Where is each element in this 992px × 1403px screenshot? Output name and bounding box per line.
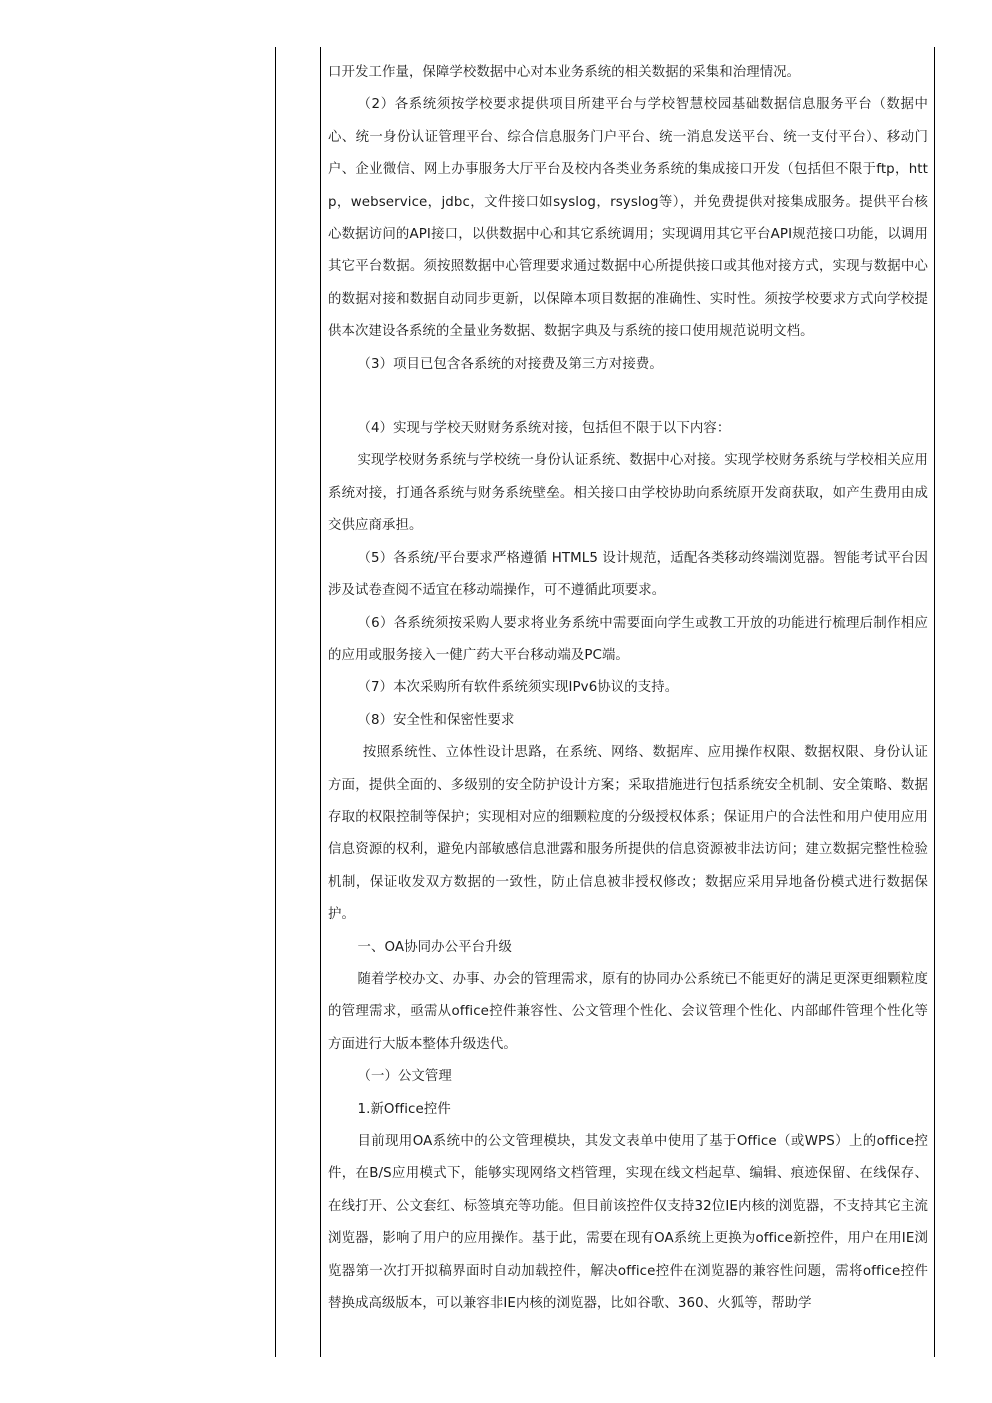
paragraph: （8）安全性和保密性要求 [357,712,515,728]
paragraph: 按照系统性、立体性设计思路，在系统、网络、数据库、应用操作权限、数据权限、身份认证方面，提供全面的、多级别的安全防护设计方案；采取措施进行包括系统安全机制、安全策略、数据存取的权限控制等保护；实现相对应的细颗粒度的分级授权体系；保证用户的合法性和用户使用应用信息资源的权利，避免内部敏感信息泄露和服务所提供的信息资源被非法访问；建立数据完整性检验机制，保证收发双方数据的一致性，防止信息被非授权修改；数据应采用异地备份模式进行数据保护。 [328,745,928,923]
paragraph: （7）本次采购所有软件系统须实现IPv6协议的支持。 [357,680,679,696]
section-heading: 一、OA协同办公平台升级 [357,939,513,955]
document-body [328,57,928,1320]
paragraph: （5）各系统/平台要求严格遵循 HTML5 设计规范，适配各类移动终端浏览器。智能考试平台因涉及试卷查阅不适宜在移动端操作，可不遵循此项要求。 [328,550,928,599]
paragraph: 口开发工作量，保障学校数据中心对本业务系统的相关数据的采集和治理情况。 [328,65,801,80]
paragraph: 实现学校财务系统与学校统一身份认证系统、数据中心对接。实现学校财务系统与学校相关应用系统对接，打通各系统与财务系统壁垒。相关接口由学校协助向系统原开发商获取，如产生费用由成交供应商承担。 [328,453,928,534]
table-border-right [934,47,935,1357]
paragraph: 随着学校办文、办事、办会的管理需求，原有的协同办公系统已不能更好的满足更深更细颗粒度的管理需求，亟需从office控件兼容性、公文管理个性化、会议管理个性化、内部邮件管理个性化等方面进行大版本整体升级迭代。 [328,971,928,1052]
paragraph: （3）项目已包含各系统的对接费及第三方对接费。 [357,356,663,372]
blank-line [328,381,928,413]
table-border-left [275,47,276,1357]
subsection-heading: 1.新Office控件 [357,1101,451,1117]
paragraph: （4）实现与学校天财财务系统对接，包括但不限于以下内容： [357,421,731,437]
table-border-inner [320,47,321,1357]
paragraph: （2）各系统须按学校要求提供项目所建平台与学校智慧校园基础数据信息服务平台（数据中心、统一身份认证管理平台、综合信息服务门户平台、统一消息发送平台、统一支付平台）、移动门户、企业微信、网上办事服务大厅平台及校内各类业务系统的集成接口开发（包括但不限于ftp，http，webservice，jdbc，文件接口如syslog，rsyslog等），并免费提供对接集成服务。提供平台核心数据访问的API接口，以供数据中心和其它系统调用；实现调用其它平台API规范接口功能，以调用其它平台数据。须按照数据中心管理要求通过数据中心所提供接口或其他对接方式，实现与数据中心的数据对接和数据自动同步更新，以保障本项目数据的准确性、实时性。须按学校要求方式向学校提供本次建设各系统的全量业务数据、数据字典及与系统的接口使用规范说明文档。 [328,97,928,340]
paragraph: 目前现用OA系统中的公文管理模块，其发文表单中使用了基于Office（或WPS）上的office控件，在B/S应用模式下，能够实现网络文档管理，实现在线文档起草、编辑、痕迹保留、在线保存、在线打开、公文套红、标签填充等功能。但目前该控件仅支持32位IE内核的浏览器，不支持其它主流浏览器，影响了用户的应用操作。基于此，需要在现有OA系统上更换为office新控件，用户在用IE浏览器第一次打开拟稿界面时自动加载控件，解决office控件在浏览器的兼容性问题，需将office控件替换成高级版本，可以兼容非IE内核的浏览器，比如谷歌、360、火狐等，帮助学 [328,1134,928,1312]
subsection-heading: （一）公文管理 [357,1069,452,1085]
paragraph: （6）各系统须按采购人要求将业务系统中需要面向学生或教工开放的功能进行梳理后制作相应的应用或服务接入一健广药大平台移动端及PC端。 [328,615,928,663]
